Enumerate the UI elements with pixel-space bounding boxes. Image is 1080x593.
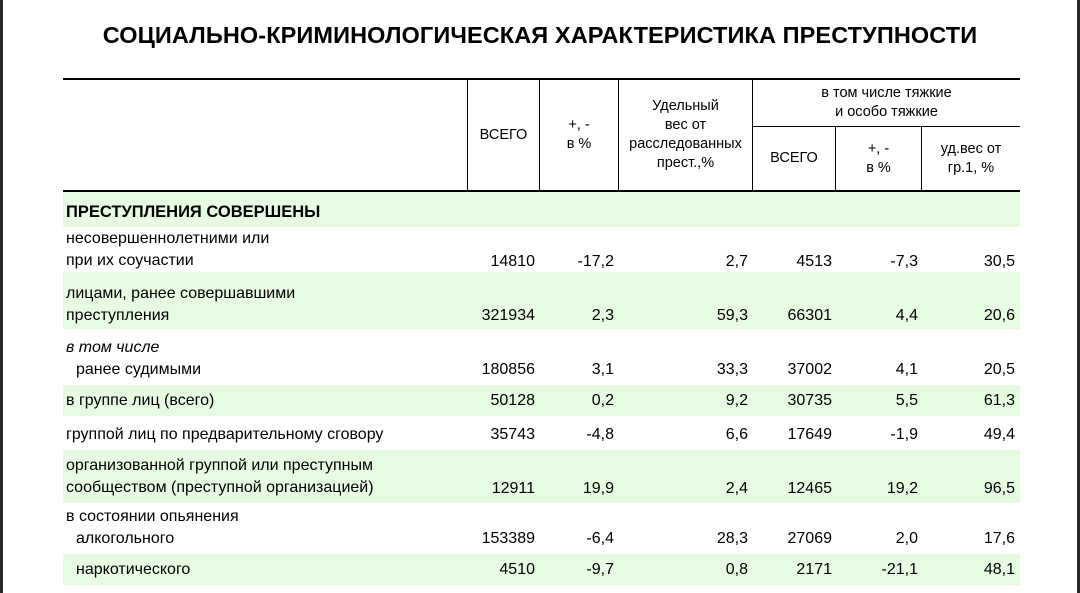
header-share-line: прест.,% xyxy=(656,155,715,171)
cell-change: 2,3 xyxy=(591,307,614,324)
cell-share: 9,2 xyxy=(725,392,748,409)
cell-grave-change: -1,9 xyxy=(890,426,918,443)
cell-grave-total: 30735 xyxy=(787,392,832,409)
row-bg-8 xyxy=(63,554,1020,585)
cell-change: -9,7 xyxy=(586,561,614,578)
cell-grave-total: 37002 xyxy=(787,361,832,378)
header-share-line: вес от xyxy=(664,117,707,133)
header-grave-line: в том числе тяжкие xyxy=(821,85,952,101)
row-label: преступления xyxy=(66,307,170,324)
cell-change: 19,9 xyxy=(582,480,614,497)
cell-change: -17,2 xyxy=(577,253,614,270)
cell-grave-total: 2171 xyxy=(796,561,832,578)
row-label: наркотического xyxy=(76,561,191,578)
cell-grave-share: 17,6 xyxy=(983,530,1015,547)
header-grave-line: и особо тяжкие xyxy=(835,104,938,120)
cell-grave-share: 48,1 xyxy=(983,561,1015,578)
header-change xyxy=(540,80,618,190)
cell-grave-change: -7,3 xyxy=(890,253,918,270)
cell-grave-share: 96,5 xyxy=(983,480,1015,497)
cell-grave-total: 12465 xyxy=(787,480,832,497)
header-share-line: Удельный xyxy=(652,98,719,114)
page-title: СОЦИАЛЬНО-КРИМИНОЛОГИЧЕСКАЯ ХАРАКТЕРИСТИКА ПРЕСТУПНОСТИ xyxy=(102,22,978,48)
header-grave-share-line: гр.1, % xyxy=(947,159,995,176)
cell-share: 6,6 xyxy=(725,426,748,443)
row-label: сообществом (преступной организацией) xyxy=(66,479,374,496)
header-grave-share xyxy=(922,127,1020,190)
cell-grave-change: 4,1 xyxy=(895,361,918,378)
header-change-line: в % xyxy=(566,136,592,152)
cell-grave-share: 49,4 xyxy=(983,426,1015,443)
cell-grave-change: 19,2 xyxy=(886,480,918,497)
cell-total: 35743 xyxy=(490,426,535,443)
header-grave-change-line: +, - xyxy=(867,140,890,157)
left-frame-edge xyxy=(0,0,3,593)
header-share xyxy=(619,80,752,190)
header-total xyxy=(468,80,539,190)
cell-change: -6,4 xyxy=(586,530,614,547)
cell-grave-change: 5,5 xyxy=(895,392,918,409)
header-grave-change xyxy=(836,127,921,190)
header-total-label: ВСЕГО xyxy=(479,126,528,143)
cell-grave-total: 17649 xyxy=(787,426,832,443)
row-label: организованной группой или преступным xyxy=(66,457,373,474)
cell-share: 2,7 xyxy=(725,253,748,270)
row-label: лицами, ранее совершавшими xyxy=(66,285,296,302)
section-title: ПРЕСТУПЛЕНИЯ СОВЕРШЕНЫ xyxy=(66,203,321,221)
cell-grave-share: 61,3 xyxy=(983,392,1015,409)
cell-total: 4510 xyxy=(499,561,535,578)
header-grave-share-line: уд.вес от xyxy=(940,140,1002,157)
row-label: в состоянии опьянения xyxy=(66,508,239,525)
cell-total: 180856 xyxy=(481,361,535,378)
row-label: при их соучастии xyxy=(66,252,194,269)
cell-grave-change: -21,1 xyxy=(881,561,918,578)
cell-grave-change: 2,0 xyxy=(895,530,918,547)
header-grave-total xyxy=(753,127,835,190)
header-grave-total-label: ВСЕГО xyxy=(770,150,818,166)
cell-total: 153389 xyxy=(481,530,535,547)
cell-grave-share: 20,5 xyxy=(983,361,1015,378)
row-label: несовершеннолетними или xyxy=(66,230,270,247)
cell-share: 2,4 xyxy=(725,480,748,497)
cell-share: 0,8 xyxy=(725,561,748,578)
row-label: ранее судимыми xyxy=(76,361,202,378)
table-header-rule xyxy=(63,190,1020,192)
cell-total: 50128 xyxy=(490,392,535,409)
header-change-line: +, - xyxy=(568,117,590,133)
cell-share: 59,3 xyxy=(716,307,748,324)
cell-grave-share: 30,5 xyxy=(983,253,1015,270)
cell-change: 3,1 xyxy=(591,361,614,378)
header-grave-change-line: в % xyxy=(866,159,891,176)
cell-total: 14810 xyxy=(490,253,535,270)
cell-share: 28,3 xyxy=(716,530,748,547)
row-label: группой лиц по предварительному сговору xyxy=(66,426,384,443)
row-label: в том числе xyxy=(66,339,160,356)
cell-change: 0,2 xyxy=(591,392,614,409)
cell-grave-total: 66301 xyxy=(787,307,832,324)
header-share-line: расследованных xyxy=(629,136,742,152)
cell-grave-change: 4,4 xyxy=(895,307,918,324)
cell-grave-share: 20,6 xyxy=(983,307,1015,324)
row-label: алкогольного xyxy=(76,530,175,547)
cell-grave-total: 27069 xyxy=(787,530,832,547)
cell-change: -4,8 xyxy=(586,426,614,443)
row-label: в группе лиц (всего) xyxy=(66,392,215,409)
cell-total: 12911 xyxy=(491,480,535,497)
cell-share: 33,3 xyxy=(716,361,748,378)
header-grave-group xyxy=(753,80,1020,126)
cell-total: 321934 xyxy=(481,307,535,324)
cell-grave-total: 4513 xyxy=(796,253,832,270)
